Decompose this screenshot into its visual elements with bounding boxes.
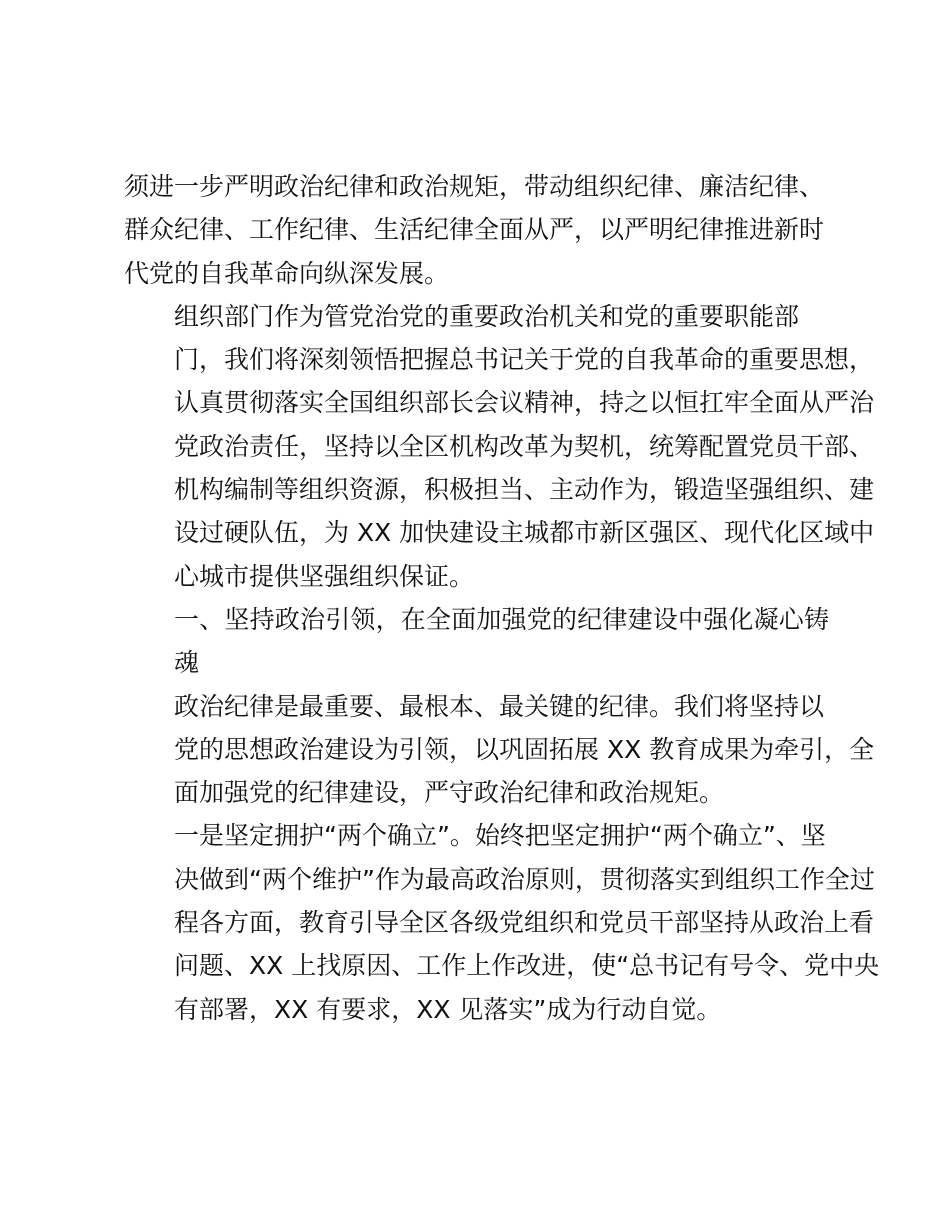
text-line: 门，我们将深刻领悟把握总书记关于党的自我革命的重要思想， — [174, 345, 875, 375]
text-line: 政治纪律是最重要、最根本、最关键的纪律。我们将坚持以 — [174, 691, 825, 721]
text-line: 一是坚定拥护“两个确立”。始终把坚定拥护“两个确立”、坚 — [174, 821, 826, 851]
text-line: 党的思想政治建设为引领，以巩固拓展 XX 教育成果为牵引，全 — [174, 734, 875, 764]
text-line: 程各方面，教育引导全区各级党组织和党员干部坚持从政治上看 — [174, 908, 875, 938]
heading-line: 魂 — [174, 648, 200, 678]
text-line: 设过硬队伍，为 XX 加快建设主城都市新区强区、现代化区域中 — [174, 518, 875, 548]
text-line: 认真贯彻落实全国组织部长会议精神，持之以恒扛牢全面从严治 — [174, 388, 875, 418]
text-line: 问题、XX 上找原因、工作上作改进，使“总书记有号令、党中央 — [174, 951, 880, 981]
text-line: 机构编制等组织资源，积极担当、主动作为，锻造坚强组织、建 — [174, 475, 875, 505]
text-line: 组织部门作为管党治党的重要政治机关和党的重要职能部 — [174, 301, 800, 331]
text-line: 党政治责任，坚持以全区机构改革为契机，统筹配置党员干部、 — [174, 431, 875, 461]
paragraph-two-establishments — [124, 814, 880, 1030]
text-line: 决做到“两个维护”作为最高政治原则，贯彻落实到组织工作全过 — [174, 864, 875, 894]
document-body — [124, 165, 880, 1031]
text-line: 群众纪律、工作纪律、生活纪律全面从严，以严明纪律推进新时 — [124, 215, 825, 245]
text-line: 代党的自我革命向纵深发展。 — [124, 258, 450, 288]
text-line: 心城市提供坚强组织保证。 — [174, 561, 475, 591]
heading-line: 一、坚持政治引领，在全面加强党的纪律建设中强化凝心铸 — [174, 604, 830, 634]
paragraph-organization-department — [124, 295, 875, 598]
paragraph-intro-continuation — [124, 165, 824, 295]
paragraph-political-discipline — [124, 685, 875, 815]
text-line: 须进一步严明政治纪律和政治规矩，带动组织纪律、廉洁纪律、 — [124, 172, 825, 201]
text-line: 面加强党的纪律建设，严守政治纪律和政治规矩。 — [174, 778, 725, 808]
text-line: 有部署，XX 有要求，XX 见落实”成为行动自觉。 — [174, 994, 722, 1024]
section-heading-political-leadership — [124, 598, 830, 685]
